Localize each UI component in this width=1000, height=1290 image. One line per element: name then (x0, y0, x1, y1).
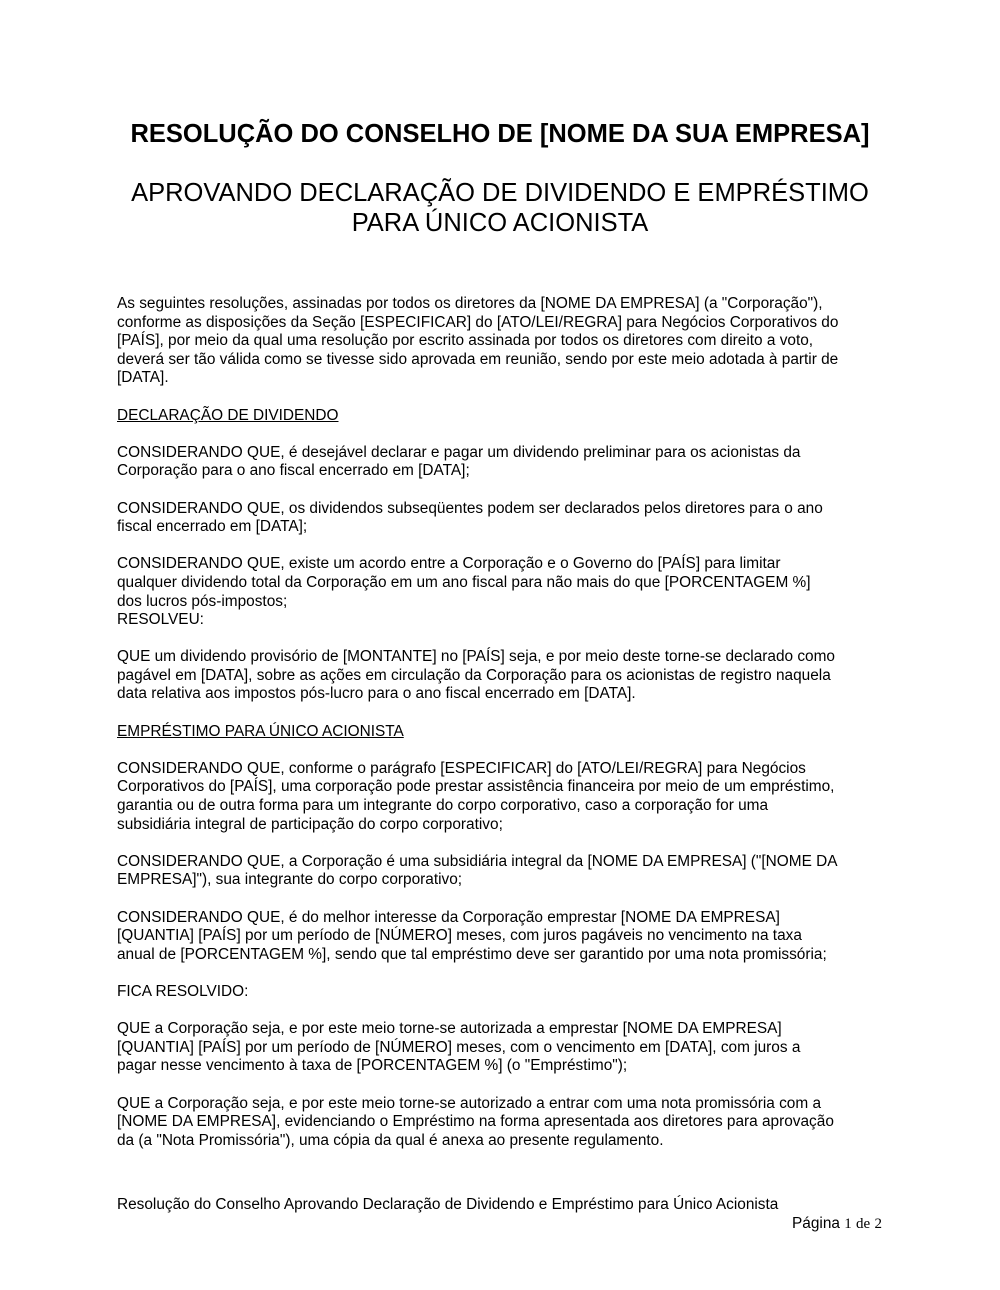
resolution-paragraph (117, 648, 887, 704)
whereas-paragraph (117, 853, 887, 890)
text-line: CONSIDERANDO QUE, é do melhor interesse da Corporação emprestar [NOME DA EMPRESA] (117, 908, 780, 926)
text-line: dos lucros pós-impostos; (117, 592, 288, 610)
text-line: QUE a Corporação seja, e por este meio torne-se autorizada a emprestar [NOME DA EMPRESA] (117, 1020, 782, 1038)
page-total: 2 (874, 1216, 882, 1232)
page-footer (117, 1195, 882, 1234)
text-line: subsidiária integral de participação do corpo corporativo; (117, 815, 503, 833)
text-line: da (a "Nota Promissória"), uma cópia da qual é anexa ao presente regulamento. (117, 1131, 664, 1149)
text-line: Corporação para o ano fiscal encerrado em [DATA]; (117, 462, 470, 480)
text-line: CONSIDERANDO QUE, a Corporação é uma subsidiária integral da [NOME DA EMPRESA] ("[NOME DA (117, 852, 838, 870)
text-line: CONSIDERANDO QUE, é desejável declarar e pagar um dividendo preliminar para os acionistas da (117, 443, 801, 461)
document-title: RESOLUÇÃO DO CONSELHO DE [NOME DA SUA EMPRESA] (130, 120, 870, 148)
subtitle-line: PARA ÚNICO ACIONISTA (351, 209, 649, 237)
text-line: anual de [PORCENTAGEM %], sendo que tal empréstimo deve ser garantido por uma nota promissória; (117, 945, 827, 963)
page-current: 1 (844, 1216, 852, 1232)
text-line: conforme as disposições da Seção [ESPECIFICAR] do [ATO/LEI/REGRA] para Negócios Corporativos do (117, 313, 839, 331)
section-heading-dividend: DECLARAÇÃO DE DIVIDENDO (117, 406, 339, 424)
text-line: [NOME DA EMPRESA], evidenciando o Empréstimo na forma apresentada aos diretores para aprovação (117, 1113, 834, 1131)
text-line: Corporativos do [PAÍS], uma corporação pode prestar assistência financeira por meio de um empréstimo, (117, 778, 835, 796)
intro-paragraph (117, 295, 887, 388)
page-label: Página (792, 1215, 840, 1232)
whereas-paragraph (117, 500, 887, 537)
text-line: [QUANTIA] [PAÍS] por um período de [NÚMERO] meses, com juros pagáveis no vencimento na taxa (117, 927, 802, 945)
document-body (117, 295, 887, 1150)
text-line: QUE um dividendo provisório de [MONTANTE] no [PAÍS] seja, e por meio deste torne-se declarado como (117, 648, 835, 666)
whereas-paragraph (117, 760, 887, 834)
resolved-label: RESOLVEU: (117, 611, 204, 629)
footer-title: Resolução do Conselho Aprovando Declaração de Dividendo e Empréstimo para Único Acionista (117, 1196, 779, 1213)
subtitle-line: APROVANDO DECLARAÇÃO DE DIVIDENDO E EMPRÉSTIMO (131, 179, 869, 207)
resolution-paragraph (117, 1020, 887, 1076)
text-line: garantia ou de outra forma para um integrante do corpo corporativo, caso a corporação for uma (117, 797, 769, 815)
text-line: FICA RESOLVIDO: (117, 982, 249, 1000)
whereas-paragraph (117, 555, 887, 629)
document-subtitle (100, 178, 900, 238)
text-line: fiscal encerrado em [DATA]; (117, 518, 308, 536)
text-line: As seguintes resoluções, assinadas por todos os diretores da [NOME DA EMPRESA] (a "Corporação"), (117, 295, 823, 312)
text-line: [PAÍS], por meio da qual uma resolução por escrito assinada por todos os diretores com direito a voto, (117, 332, 814, 350)
page-number (117, 1214, 882, 1234)
section-heading-loan: EMPRÉSTIMO PARA ÚNICO ACIONISTA (117, 722, 404, 740)
text-line: QUE a Corporação seja, e por este meio torne-se autorizado a entrar com uma nota promissória com a (117, 1094, 822, 1112)
text-line: pagar nesse vencimento à taxa de [PORCENTAGEM %] (o "Empréstimo"); (117, 1057, 628, 1075)
text-line: deverá ser tão válida como se tivesse sido aprovada em reunião, sendo por este meio adotada à partir de (117, 350, 839, 368)
text-line: CONSIDERANDO QUE, conforme o parágrafo [ESPECIFICAR] do [ATO/LEI/REGRA] para Negócios (117, 759, 806, 777)
text-line: pagável em [DATA], sobre as ações em circulação da Corporação para os acionistas de registro naquela (117, 666, 831, 684)
whereas-paragraph (117, 909, 887, 965)
page-sep: de (856, 1216, 871, 1232)
resolved-heading (117, 983, 887, 1002)
text-line: CONSIDERANDO QUE, existe um acordo entre a Corporação e o Governo do [PAÍS] para limitar (117, 555, 781, 573)
text-line: EMPRESA]"), sua integrante do corpo corporativo; (117, 871, 463, 889)
text-line: [QUANTIA] [PAÍS] por um período de [NÚMERO] meses, com o vencimento em [DATA], com juros a (117, 1038, 801, 1056)
text-line: [DATA]. (117, 369, 169, 387)
whereas-paragraph (117, 444, 887, 481)
text-line: CONSIDERANDO QUE, os dividendos subseqüentes podem ser declarados pelos diretores para o ano (117, 499, 823, 517)
text-line: qualquer dividendo total da Corporação em um ano fiscal para não mais do que [PORCENTAGEM %] (117, 573, 811, 591)
resolution-paragraph (117, 1095, 887, 1151)
text-line: data relativa aos impostos pós-lucro para o ano fiscal encerrado em [DATA]. (117, 685, 636, 703)
